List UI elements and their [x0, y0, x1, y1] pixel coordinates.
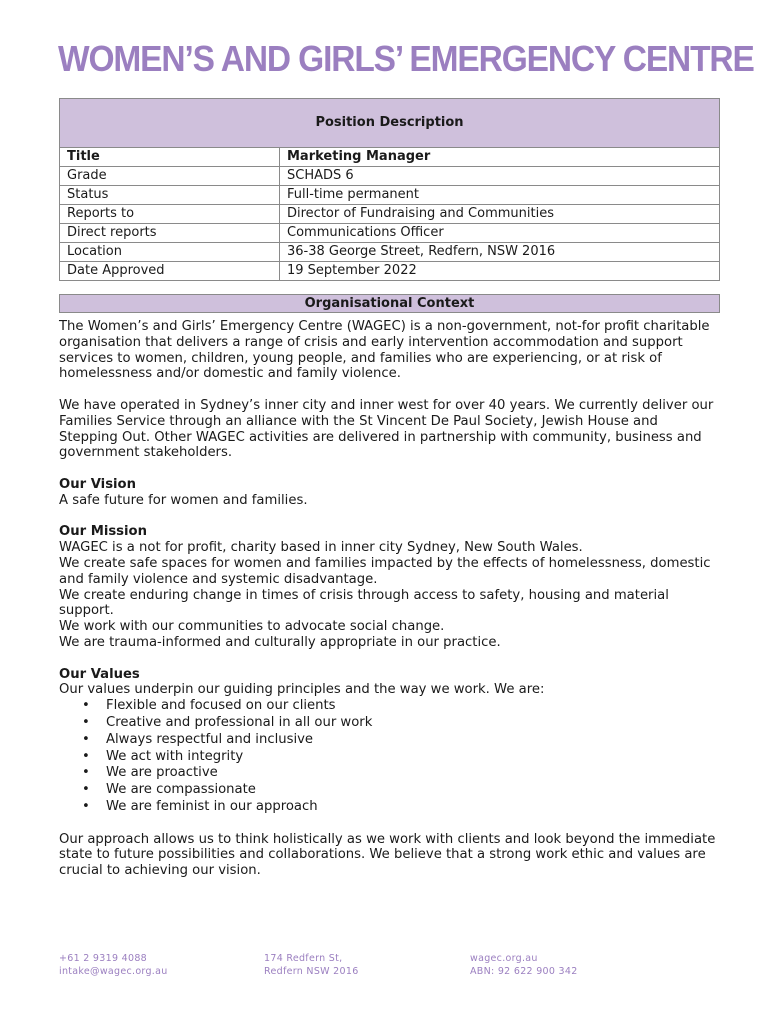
mission-line: WAGEC is a not for profit, charity based in inner city Sydney, New South Wales. — [59, 540, 583, 556]
position-description-heading: Position Description — [60, 99, 720, 148]
footer-suburb: Redfern NSW 2016 — [264, 966, 359, 977]
values-section — [59, 667, 719, 816]
row-value: 36-38 George Street, Redfern, NSW 2016 — [280, 243, 720, 262]
values-intro: Our values underpin our guiding principles and the way we work. We are: — [59, 682, 545, 698]
table-row — [60, 148, 720, 167]
values-heading: Our Values — [59, 666, 140, 682]
list-item: • Creative and professional in all our work — [106, 715, 719, 732]
footer-street: 174 Redfern St, — [264, 953, 343, 964]
position-description-table — [59, 98, 720, 281]
mission-line: We are trauma-informed and culturally appropriate in our practice. — [59, 634, 501, 650]
list-item: • Flexible and focused on our clients — [106, 698, 719, 715]
table-row — [60, 224, 720, 243]
mission-section — [59, 524, 719, 650]
row-label: Direct reports — [60, 224, 280, 243]
row-label: Status — [60, 186, 280, 205]
list-item: • We are proactive — [106, 765, 719, 782]
footer-contact — [59, 952, 168, 978]
table-row — [60, 186, 720, 205]
footer-abn: ABN: 92 622 900 342 — [470, 966, 578, 977]
table-row — [60, 167, 720, 186]
mission-line: We work with our communities to advocate social change. — [59, 619, 445, 635]
vision-text: A safe future for women and families. — [59, 492, 308, 508]
list-item: • We are compassionate — [106, 782, 719, 799]
row-value: Full-time permanent — [280, 186, 720, 205]
footer-address — [264, 952, 359, 978]
row-label: Reports to — [60, 205, 280, 224]
footer-website: wagec.org.au — [470, 953, 538, 964]
mission-heading: Our Mission — [59, 524, 148, 540]
list-item: • We act with integrity — [106, 749, 719, 766]
table-row — [60, 205, 720, 224]
list-item: • We are feminist in our approach — [106, 799, 719, 816]
row-label: Grade — [60, 167, 280, 186]
values-list — [59, 698, 719, 816]
row-label: Title — [60, 148, 280, 167]
list-item: • Always respectful and inclusive — [106, 732, 719, 749]
vision-heading: Our Vision — [59, 476, 137, 492]
row-label: Location — [60, 243, 280, 262]
history-paragraph: We have operated in Sydney’s inner city and inner west for over 40 years. We currently deliver our Families Service through an alliance with the St Vincent De Paul Society, Jewish House and Stepping Out. Other WAGEC activities are delivered in partnership with community, business and government stakeholders. — [59, 397, 714, 461]
organisation-title: WOMEN’S AND GIRLS’ EMERGENCY CENTRE — [58, 38, 754, 79]
table-row — [60, 262, 720, 281]
row-value: Director of Fundraising and Communities — [280, 205, 720, 224]
footer-phone: +61 2 9319 4088 — [59, 953, 148, 964]
table-row — [60, 243, 720, 262]
footer-web — [470, 952, 578, 978]
row-label: Date Approved — [60, 262, 280, 281]
organisational-context-body — [59, 319, 719, 895]
intro-paragraph: The Women’s and Girls’ Emergency Centre (WAGEC) is a non-government, not-for profit charitable organisation that delivers a range of crisis and early intervention accommodation and support services to women, children, young people, and families who are experiencing, or at risk of homelessness and/or domestic and family violence. — [59, 319, 710, 382]
mission-line: We create enduring change in times of crisis through access to safety, housing and material support. — [59, 587, 669, 619]
row-value: Communications Officer — [280, 224, 720, 243]
mission-line: We create safe spaces for women and families impacted by the effects of homelessness, domestic and family violence and systemic disadvantage. — [59, 555, 711, 587]
organisational-context-heading: Organisational Context — [59, 294, 720, 313]
closing-paragraph: Our approach allows us to think holistically as we work with clients and look beyond the immediate state to future possibilities and collaborations. We believe that a strong work ethic and values are crucial to achieving our vision. — [59, 831, 716, 879]
row-value: SCHADS 6 — [280, 167, 720, 186]
footer-email: intake@wagec.org.au — [59, 966, 168, 977]
row-value: Marketing Manager — [280, 148, 720, 167]
vision-section — [59, 477, 719, 509]
row-value: 19 September 2022 — [280, 262, 720, 281]
